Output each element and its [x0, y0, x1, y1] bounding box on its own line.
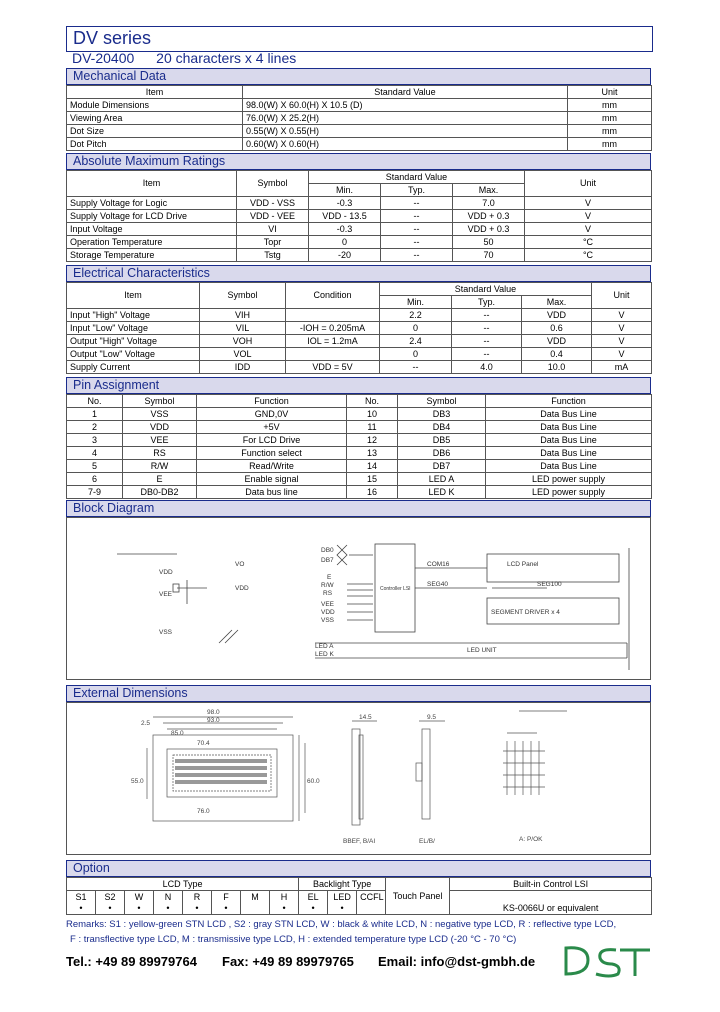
- cell: DB0-DB2: [123, 486, 197, 499]
- cell: VSS: [123, 408, 197, 421]
- option-code-ccfl: CCFL: [357, 891, 386, 915]
- col-header: No.: [67, 395, 123, 408]
- label-panel: LCD Panel: [507, 561, 539, 568]
- label-seg100: SEG100: [537, 581, 562, 588]
- table-row: [67, 197, 652, 210]
- absmax-table: [66, 170, 652, 262]
- dim-offset: 2.5: [141, 720, 151, 727]
- cell: 3: [67, 434, 123, 447]
- block-diagram: [67, 518, 650, 679]
- cell: --: [381, 210, 453, 223]
- section-mechanical: [66, 68, 651, 85]
- table-row: [67, 138, 652, 151]
- label-vss: VSS: [159, 629, 173, 636]
- model-subtitle: [72, 50, 296, 66]
- section-pins: [66, 377, 651, 394]
- cell: V: [525, 223, 652, 236]
- cell: IOL = 1.2mA: [286, 335, 380, 348]
- cell: 98.0(W) X 60.0(H) X 10.5 (D): [243, 99, 568, 112]
- option-code-el: EL •: [299, 891, 328, 915]
- cell: LED power supply: [486, 486, 652, 499]
- cell: Output "Low" Voltage: [67, 348, 200, 361]
- cell: --: [452, 335, 522, 348]
- label-vee2: VEE: [321, 601, 335, 608]
- dot-icon: •: [224, 902, 228, 913]
- cell: VDD + 0.3: [453, 210, 525, 223]
- col-header: Symbol: [237, 171, 309, 197]
- option-group: LCD Type: [67, 878, 299, 891]
- cell: Data Bus Line: [486, 460, 652, 473]
- label-leda: LED A: [315, 643, 334, 650]
- cell: Data bus line: [197, 486, 347, 499]
- label-seg40: SEG40: [427, 581, 448, 588]
- cell: 0.60(W) X 0.60(H): [243, 138, 568, 151]
- table-row: [67, 473, 652, 486]
- label-e: E: [327, 574, 332, 581]
- cell: VDD: [522, 335, 592, 348]
- option-code-m: M: [241, 891, 270, 915]
- dot-icon: •: [137, 902, 141, 913]
- dim-caption-3: A: P/OK: [519, 836, 543, 843]
- label-ledk: LED K: [315, 651, 334, 658]
- sub-header: Min.: [309, 184, 381, 197]
- cell: V: [525, 197, 652, 210]
- cell: Input Voltage: [67, 223, 237, 236]
- cell: Topr: [237, 236, 309, 249]
- option-group: Touch Panel: [386, 878, 450, 915]
- dim-viewing-area: 76.0: [197, 808, 210, 815]
- cell: --: [381, 236, 453, 249]
- cell: --: [452, 348, 522, 361]
- section-title: Block Diagram: [73, 501, 155, 515]
- label-rs: RS: [323, 590, 333, 597]
- cell: --: [452, 309, 522, 322]
- cell: 7.0: [453, 197, 525, 210]
- cell: VEE: [123, 434, 197, 447]
- cell: --: [381, 249, 453, 262]
- option-code-h: H •: [270, 891, 299, 915]
- dim-caption-1: BBEF, B/AI: [343, 838, 376, 845]
- option-code-s1: S1 •: [67, 891, 96, 915]
- table-row: [67, 210, 652, 223]
- cell: Supply Voltage for LCD Drive: [67, 210, 237, 223]
- label-segdrv: SEGMENT DRIVER x 4: [491, 609, 560, 616]
- col-header: Symbol: [200, 283, 286, 309]
- electrical-table: [66, 282, 652, 374]
- option-group: Built-in Control LSI: [450, 878, 652, 891]
- cell: [286, 348, 380, 361]
- cell: 2.4: [380, 335, 452, 348]
- col-header: Unit: [568, 86, 652, 99]
- cell: 7-9: [67, 486, 123, 499]
- col-header: Item: [67, 171, 237, 197]
- col-header: Symbol: [123, 395, 197, 408]
- section-title: Pin Assignment: [73, 378, 160, 392]
- cell: --: [380, 361, 452, 374]
- dimension-drawing: [67, 703, 650, 854]
- table-row: [67, 112, 652, 125]
- col-header: Function: [486, 395, 652, 408]
- cell: V: [525, 210, 652, 223]
- title-box: [66, 26, 653, 52]
- cell: Output "High" Voltage: [67, 335, 200, 348]
- cell: LED K: [398, 486, 486, 499]
- cell: 1: [67, 408, 123, 421]
- section-option: [66, 860, 651, 877]
- cell: E: [123, 473, 197, 486]
- cell: --: [381, 223, 453, 236]
- dim-width-93: 93.0: [207, 717, 220, 724]
- cell: VDD - VSS: [237, 197, 309, 210]
- option-table: [66, 877, 652, 915]
- contact-fax: Fax: +49 89 89979765: [222, 954, 354, 969]
- table-row: [67, 322, 652, 335]
- sub-header: Max.: [453, 184, 525, 197]
- section-block: [66, 500, 651, 517]
- dot-icon: •: [311, 902, 315, 913]
- cell: Enable signal: [197, 473, 347, 486]
- col-header: No.: [347, 395, 398, 408]
- sub-header: Min.: [380, 296, 452, 309]
- dim-height-60: 60.0: [307, 778, 320, 785]
- cell: V: [592, 348, 652, 361]
- cell: 11: [347, 421, 398, 434]
- col-header: Item: [67, 283, 200, 309]
- dim-side-2: 9.5: [427, 714, 437, 721]
- col-header: Function: [197, 395, 347, 408]
- table-row: [67, 408, 652, 421]
- table-row: [67, 434, 652, 447]
- table-row: [67, 460, 652, 473]
- sub-header: Typ.: [381, 184, 453, 197]
- label-vss2: VSS: [321, 617, 335, 624]
- cell: LED A: [398, 473, 486, 486]
- cell: V: [592, 322, 652, 335]
- dst-logo: [558, 940, 653, 980]
- table-row: [67, 361, 652, 374]
- cell: 0.4: [522, 348, 592, 361]
- cell: [286, 309, 380, 322]
- label-vdd: VDD: [159, 569, 173, 576]
- table-row: [67, 125, 652, 138]
- label-rw: R/W: [321, 582, 334, 589]
- cell: VOL: [200, 348, 286, 361]
- cell: Supply Current: [67, 361, 200, 374]
- model-description: 20 characters x 4 lines: [156, 50, 297, 66]
- cell: DB3: [398, 408, 486, 421]
- cell: 0: [380, 348, 452, 361]
- cell: 6: [67, 473, 123, 486]
- table-row: [67, 249, 652, 262]
- cell: VI: [237, 223, 309, 236]
- cell: VDD = 5V: [286, 361, 380, 374]
- section-title: Absolute Maximum Ratings: [73, 154, 226, 168]
- model-number: DV-20400: [72, 50, 135, 66]
- dot-icon: •: [166, 902, 170, 913]
- cell: V: [592, 309, 652, 322]
- col-header: Unit: [592, 283, 652, 309]
- mechanical-table: [66, 85, 652, 151]
- cell: Viewing Area: [67, 112, 243, 125]
- col-header: Unit: [525, 171, 652, 197]
- cell: V: [592, 335, 652, 348]
- cell: DB6: [398, 447, 486, 460]
- cell: -20: [309, 249, 381, 262]
- table-row: [67, 99, 652, 112]
- cell: --: [381, 197, 453, 210]
- table-row: [67, 335, 652, 348]
- section-title: Electrical Characteristics: [73, 266, 210, 280]
- series-title: DV series: [73, 28, 152, 48]
- dim-height-55: 55.0: [131, 778, 144, 785]
- col-header: Symbol: [398, 395, 486, 408]
- cell: Module Dimensions: [67, 99, 243, 112]
- option-code-n: N •: [154, 891, 183, 915]
- label-vdd2: VDD: [235, 585, 249, 592]
- cell: VDD - 13.5: [309, 210, 381, 223]
- cell: Data Bus Line: [486, 434, 652, 447]
- dim-width-98: 98.0: [207, 709, 220, 716]
- cell: mm: [568, 125, 652, 138]
- table-row: [67, 348, 652, 361]
- table-row: [67, 447, 652, 460]
- section-title: External Dimensions: [73, 686, 188, 700]
- cell: Data Bus Line: [486, 408, 652, 421]
- label-vee: VEE: [159, 591, 173, 598]
- cell: For LCD Drive: [197, 434, 347, 447]
- table-row: [67, 309, 652, 322]
- cell: Tstg: [237, 249, 309, 262]
- contact-email: Email: info@dst-gmbh.de: [378, 954, 536, 969]
- table-row: [67, 236, 652, 249]
- cell: 10.0: [522, 361, 592, 374]
- col-header: Item: [67, 86, 243, 99]
- dot-icon: •: [108, 902, 112, 913]
- cell: DB5: [398, 434, 486, 447]
- dim-active-area: 70.4: [197, 740, 210, 747]
- cell: Supply Voltage for Logic: [67, 197, 237, 210]
- pin-table: [66, 394, 652, 499]
- cell: mA: [592, 361, 652, 374]
- cell: 76.0(W) X 25.2(H): [243, 112, 568, 125]
- label-vdd3: VDD: [321, 609, 335, 616]
- cell: Input "Low" Voltage: [67, 322, 200, 335]
- dim-side-1: 14.5: [359, 714, 372, 721]
- cell: 16: [347, 486, 398, 499]
- remarks-line-2: F : transflective type LCD, M : transmissive type LCD, H : extended temperature type LCD (-20 °C - 70 °C): [70, 934, 517, 945]
- cell: mm: [568, 138, 652, 151]
- label-com: COM16: [427, 561, 450, 568]
- cell: VDD - VEE: [237, 210, 309, 223]
- cell: DB4: [398, 421, 486, 434]
- cell: 0: [309, 236, 381, 249]
- col-header: Standard Value: [309, 171, 525, 184]
- cell: 0.6: [522, 322, 592, 335]
- cell: 15: [347, 473, 398, 486]
- cell: -IOH = 0.205mA: [286, 322, 380, 335]
- table-row: [67, 486, 652, 499]
- option-group: Backlight Type: [299, 878, 386, 891]
- option-code-r: R •: [183, 891, 212, 915]
- dot-icon: •: [282, 902, 286, 913]
- cell: -0.3: [309, 223, 381, 236]
- option-code-w: W •: [125, 891, 154, 915]
- label-lsi: Controller LSI: [380, 586, 411, 592]
- sub-header: Max.: [522, 296, 592, 309]
- cell: 10: [347, 408, 398, 421]
- cell: 50: [453, 236, 525, 249]
- cell: VDD: [123, 421, 197, 434]
- table-row: [67, 223, 652, 236]
- section-title: Option: [73, 861, 110, 875]
- cell: 2.2: [380, 309, 452, 322]
- cell: 5: [67, 460, 123, 473]
- section-title: Mechanical Data: [73, 69, 167, 83]
- cell: Input "High" Voltage: [67, 309, 200, 322]
- cell: Read/Write: [197, 460, 347, 473]
- cell: °C: [525, 236, 652, 249]
- cell: Dot Pitch: [67, 138, 243, 151]
- cell: 70: [453, 249, 525, 262]
- cell: RS: [123, 447, 197, 460]
- cell: VDD: [522, 309, 592, 322]
- cell: °C: [525, 249, 652, 262]
- cell: --: [452, 322, 522, 335]
- cell: VIH: [200, 309, 286, 322]
- cell: Dot Size: [67, 125, 243, 138]
- dim-caption-2: EL/B/: [419, 838, 435, 845]
- cell: Storage Temperature: [67, 249, 237, 262]
- cell: 14: [347, 460, 398, 473]
- block-diagram-frame: [66, 517, 651, 680]
- option-lsi: KS-0066U or equivalent: [450, 891, 652, 915]
- cell: -0.3: [309, 197, 381, 210]
- cell: mm: [568, 99, 652, 112]
- section-electrical: [66, 265, 651, 282]
- label-db0: DB0: [321, 547, 334, 554]
- cell: 2: [67, 421, 123, 434]
- col-header: Standard Value: [380, 283, 592, 296]
- dot-icon: •: [195, 902, 199, 913]
- section-absmax: [66, 153, 651, 170]
- cell: VDD + 0.3: [453, 223, 525, 236]
- cell: Data Bus Line: [486, 421, 652, 434]
- cell: Operation Temperature: [67, 236, 237, 249]
- cell: VIL: [200, 322, 286, 335]
- cell: R/W: [123, 460, 197, 473]
- dot-icon: •: [79, 902, 83, 913]
- cell: GND,0V: [197, 408, 347, 421]
- dimensions-frame: [66, 702, 651, 855]
- cell: Function select: [197, 447, 347, 460]
- cell: 4: [67, 447, 123, 460]
- cell: VOH: [200, 335, 286, 348]
- section-ext: [66, 685, 651, 702]
- cell: 13: [347, 447, 398, 460]
- dim-width-85: 85.0: [171, 730, 184, 737]
- cell: LED power supply: [486, 473, 652, 486]
- cell: IDD: [200, 361, 286, 374]
- col-header: Standard Value: [243, 86, 568, 99]
- label-vo: VO: [235, 561, 245, 568]
- col-header: Condition: [286, 283, 380, 309]
- dot-icon: •: [340, 902, 344, 913]
- cell: DB7: [398, 460, 486, 473]
- option-code-s2: S2 •: [96, 891, 125, 915]
- label-ledunit: LED UNIT: [467, 647, 497, 654]
- cell: +5V: [197, 421, 347, 434]
- sub-header: Typ.: [452, 296, 522, 309]
- cell: mm: [568, 112, 652, 125]
- option-code-f: F •: [212, 891, 241, 915]
- remarks-line-1: Remarks: S1 : yellow-green STN LCD , S2 : gray STN LCD, W : black & white LCD, N : negative type LCD, R : reflective type LCD,: [66, 919, 617, 930]
- option-code-led: LED •: [328, 891, 357, 915]
- label-db7: DB7: [321, 557, 334, 564]
- cell: 0: [380, 322, 452, 335]
- cell: 4.0: [452, 361, 522, 374]
- cell: Data Bus Line: [486, 447, 652, 460]
- cell: 0.55(W) X 0.55(H): [243, 125, 568, 138]
- contact-tel: Tel.: +49 89 89979764: [66, 954, 197, 969]
- table-row: [67, 421, 652, 434]
- cell: 12: [347, 434, 398, 447]
